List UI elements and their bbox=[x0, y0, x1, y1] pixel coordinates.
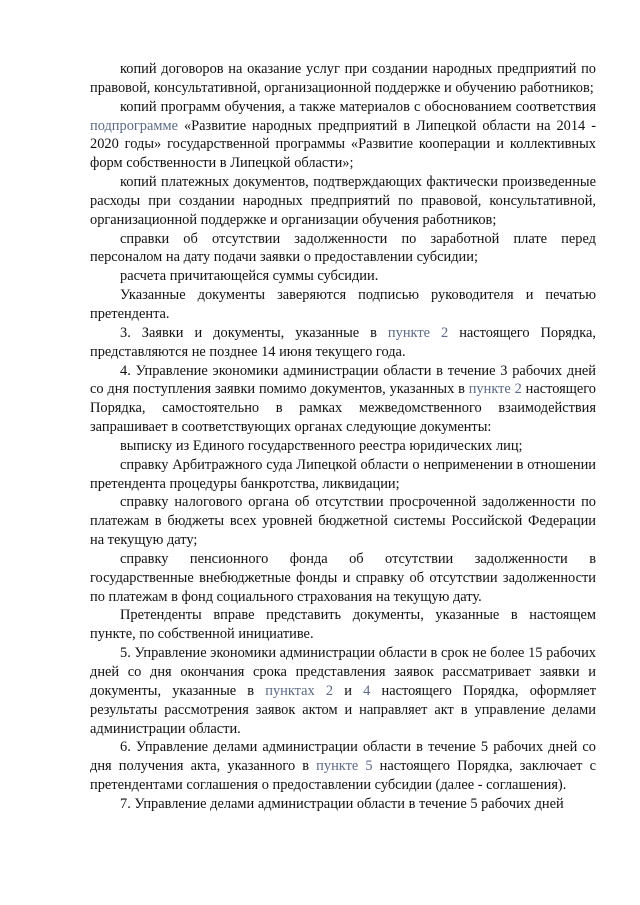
text-run: 4. Управление экономики администрации области в течение 3 рабочих дней со дня поступления заявки помимо документов, указанных в bbox=[90, 362, 596, 398]
text-run: справку Арбитражного суда Липецкой области о неприменении в отношении претендента процедуры банкротства, ликвидации; bbox=[90, 456, 596, 492]
clause-2-reference-link[interactable]: пунктах 2 bbox=[265, 682, 334, 699]
paragraph-list-item-arbitration-certificate bbox=[90, 456, 596, 494]
clause-2-reference-link[interactable]: пункте 2 bbox=[468, 381, 522, 398]
text-run: 5. Управление экономики администрации области в срок не более 15 рабочих дней со дня окончания срока представления заявок рассматривает заявки и документы, указанные в bbox=[90, 645, 596, 699]
paragraph-list-item-pension-certificate bbox=[90, 550, 596, 607]
text-run: настоящего Порядка, представляются не позднее 14 июня текущего года. bbox=[90, 324, 596, 360]
text-run: 7. Управление делами администрации области в течение 5 рабочих дней bbox=[120, 795, 564, 812]
text-run: справку пенсионного фонда об отсутствии задолженности в государственные внебюджетные фонды и справку об отсутствии задолженности по платежам в фонд социального страхования на текущую дату. bbox=[90, 550, 596, 605]
text-run: справку налогового органа об отсутствии просроченной задолженности по платежам в бюджеты всех уровней бюджетной системы Российской Федерации на текущую дату; bbox=[90, 494, 596, 549]
text-run: настоящего Порядка, оформляет результаты рассмотрения заявок актом и направляет акт в управление делами администрации области. bbox=[90, 682, 596, 737]
text-run: и bbox=[333, 682, 364, 699]
paragraph-list-item-calculation bbox=[90, 267, 596, 286]
text-run: Претенденты вправе представить документы, указанные в настоящем пункте, по собственной инициативе. bbox=[90, 607, 596, 643]
clause-4-reference-link[interactable]: 4 bbox=[363, 682, 371, 699]
subprogram-reference-link[interactable]: подпрограмме bbox=[90, 117, 178, 134]
paragraph-list-item-programs bbox=[90, 98, 596, 173]
paragraph-clause-6 bbox=[90, 738, 596, 795]
paragraph-clause-7 bbox=[90, 795, 596, 814]
text-run: настоящего Порядка, заключает с претендентами соглашения о предоставлении субсидии (далее - соглашения). bbox=[90, 758, 596, 794]
paragraph-clause-5 bbox=[90, 644, 596, 738]
text-run: Указанные документы заверяются подписью руководителя и печатью претендента. bbox=[90, 287, 596, 322]
paragraph-certification bbox=[90, 286, 596, 324]
text-run: выписку из Единого государственного реестра юридических лиц; bbox=[120, 437, 523, 454]
paragraph-list-item-salary-certificate bbox=[90, 230, 596, 268]
paragraph-list-item-contracts bbox=[90, 60, 596, 98]
paragraph-list-item-registry-extract bbox=[90, 437, 596, 456]
text-run: копий программ обучения, а также материалов с обоснованием соответствия bbox=[120, 98, 596, 115]
text-run: копий платежных документов, подтверждающих фактически произведенные расходы при создании народных предприятий по правовой, консультативной, организационной поддержке и организации обучения работников; bbox=[90, 174, 596, 228]
paragraph-clause-4 bbox=[90, 362, 596, 437]
paragraph-list-item-tax-certificate bbox=[90, 493, 596, 550]
text-run: настоящего Порядка, самостоятельно в рамках межведомственного взаимодействия запрашивает в соответствующих органах следующие документы: bbox=[90, 381, 597, 436]
paragraph-list-item-payments bbox=[90, 173, 596, 230]
text-run: 6. Управление делами администрации области в течение 5 рабочих дней со дня получения акта, указанного в bbox=[90, 739, 596, 775]
text-run: «Развитие народных предприятий в Липецкой области на 2014 - 2020 годы» государственной программы «Развитие кооперации и коллективных форм собственности в Липецкой области»; bbox=[90, 117, 596, 172]
text-run: расчета причитающейся суммы субсидии. bbox=[120, 268, 379, 285]
document-page bbox=[90, 60, 596, 814]
paragraph-clause-3 bbox=[90, 324, 596, 362]
text-run: копий договоров на оказание услуг при создании народных предприятий по правовой, консультативной, организационной поддержке и обучению работников; bbox=[90, 61, 596, 96]
paragraph-own-initiative bbox=[90, 606, 596, 644]
clause-5-reference-link[interactable]: пункте 5 bbox=[316, 758, 373, 775]
text-run: справки об отсутствии задолженности по заработной плате перед персоналом на дату подачи заявки о предоставлении субсидии; bbox=[90, 230, 596, 266]
text-run: 3. Заявки и документы, указанные в bbox=[120, 324, 388, 341]
clause-2-reference-link[interactable]: пункте 2 bbox=[387, 324, 449, 341]
